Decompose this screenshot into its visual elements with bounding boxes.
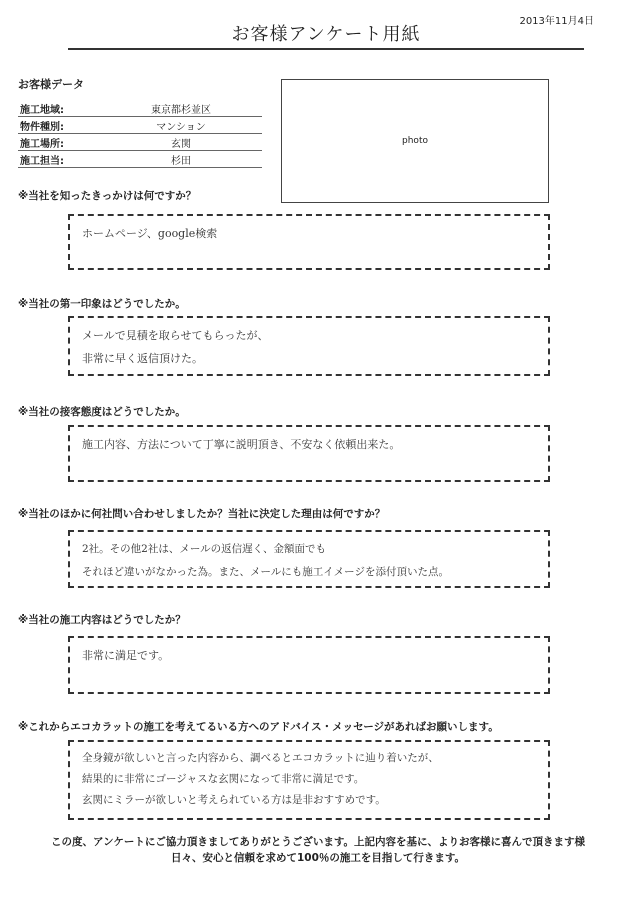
row-label: 物件種別: — [18, 117, 100, 134]
survey-date: 2013年11月4日 — [519, 16, 594, 27]
customer-data-heading: お客様データ — [18, 78, 84, 91]
photo-label: photo — [402, 136, 428, 146]
table-row — [18, 117, 262, 134]
table-row — [18, 100, 262, 117]
footer-line-1: この度、アンケートにご協力頂きましてありがとうございます。上記内容を基に、よりお客様に喜んで頂きます様 — [50, 836, 586, 848]
row-label: 施工地域: — [18, 100, 100, 117]
row-value: 玄関 — [100, 134, 262, 151]
row-value: マンション — [100, 117, 262, 134]
answer-box-6: 全身鏡が欲しいと言った内容から、調べるとエコカラットに辿り着いたが、 結果的に非常にゴージャスな玄関になって非常に満足です。 玄関にミラーが欲しいと考えられている方は是非おすすめです。 — [68, 740, 550, 820]
page-title: お客様アンケート用紙 — [68, 22, 584, 50]
question-2: ※当社の第一印象はどうでしたか。 — [18, 298, 186, 310]
photo-placeholder — [281, 79, 549, 203]
row-label: 施工担当: — [18, 151, 100, 168]
row-label: 施工場所: — [18, 134, 100, 151]
answer-box-5: 非常に満足です。 — [68, 636, 550, 694]
answer-box-1: ホームページ、google検索 — [68, 214, 550, 270]
customer-data-table — [18, 100, 262, 168]
question-1: ※当社を知ったきっかけは何ですか？ — [18, 190, 197, 202]
row-value: 東京都杉並区 — [100, 100, 262, 117]
question-3: ※当社の接客態度はどうでしたか。 — [18, 406, 186, 418]
answer-box-3: 施工内容、方法について丁寧に説明頂き、不安なく依頼出来た。 — [68, 425, 550, 482]
table-row — [18, 134, 262, 151]
row-value: 杉田 — [100, 151, 262, 168]
question-6: ※これからエコカラットの施工を考えてるいる方へのアドバイス・メッセージがあればお願いします。 — [18, 721, 499, 733]
question-4: ※当社のほかに何社問い合わせしましたか？当社に決定した理由は何ですか？ — [18, 508, 386, 520]
answer-box-2: メールで見積を取らせてもらったが、 非常に早く返信頂けた。 — [68, 316, 550, 376]
question-5: ※当社の施工内容はどうでしたか？ — [18, 614, 186, 626]
answer-box-4: 2社。その他2社は、メールの返信遅く、金額面でも それほど違いがなかった為。また、メールにも施工イメージを添付頂いた点。 — [68, 530, 550, 588]
table-row — [18, 151, 262, 168]
footer-line-2: 日々、安心と信頼を求めて100％の施工を目指して行きます。 — [170, 852, 466, 864]
